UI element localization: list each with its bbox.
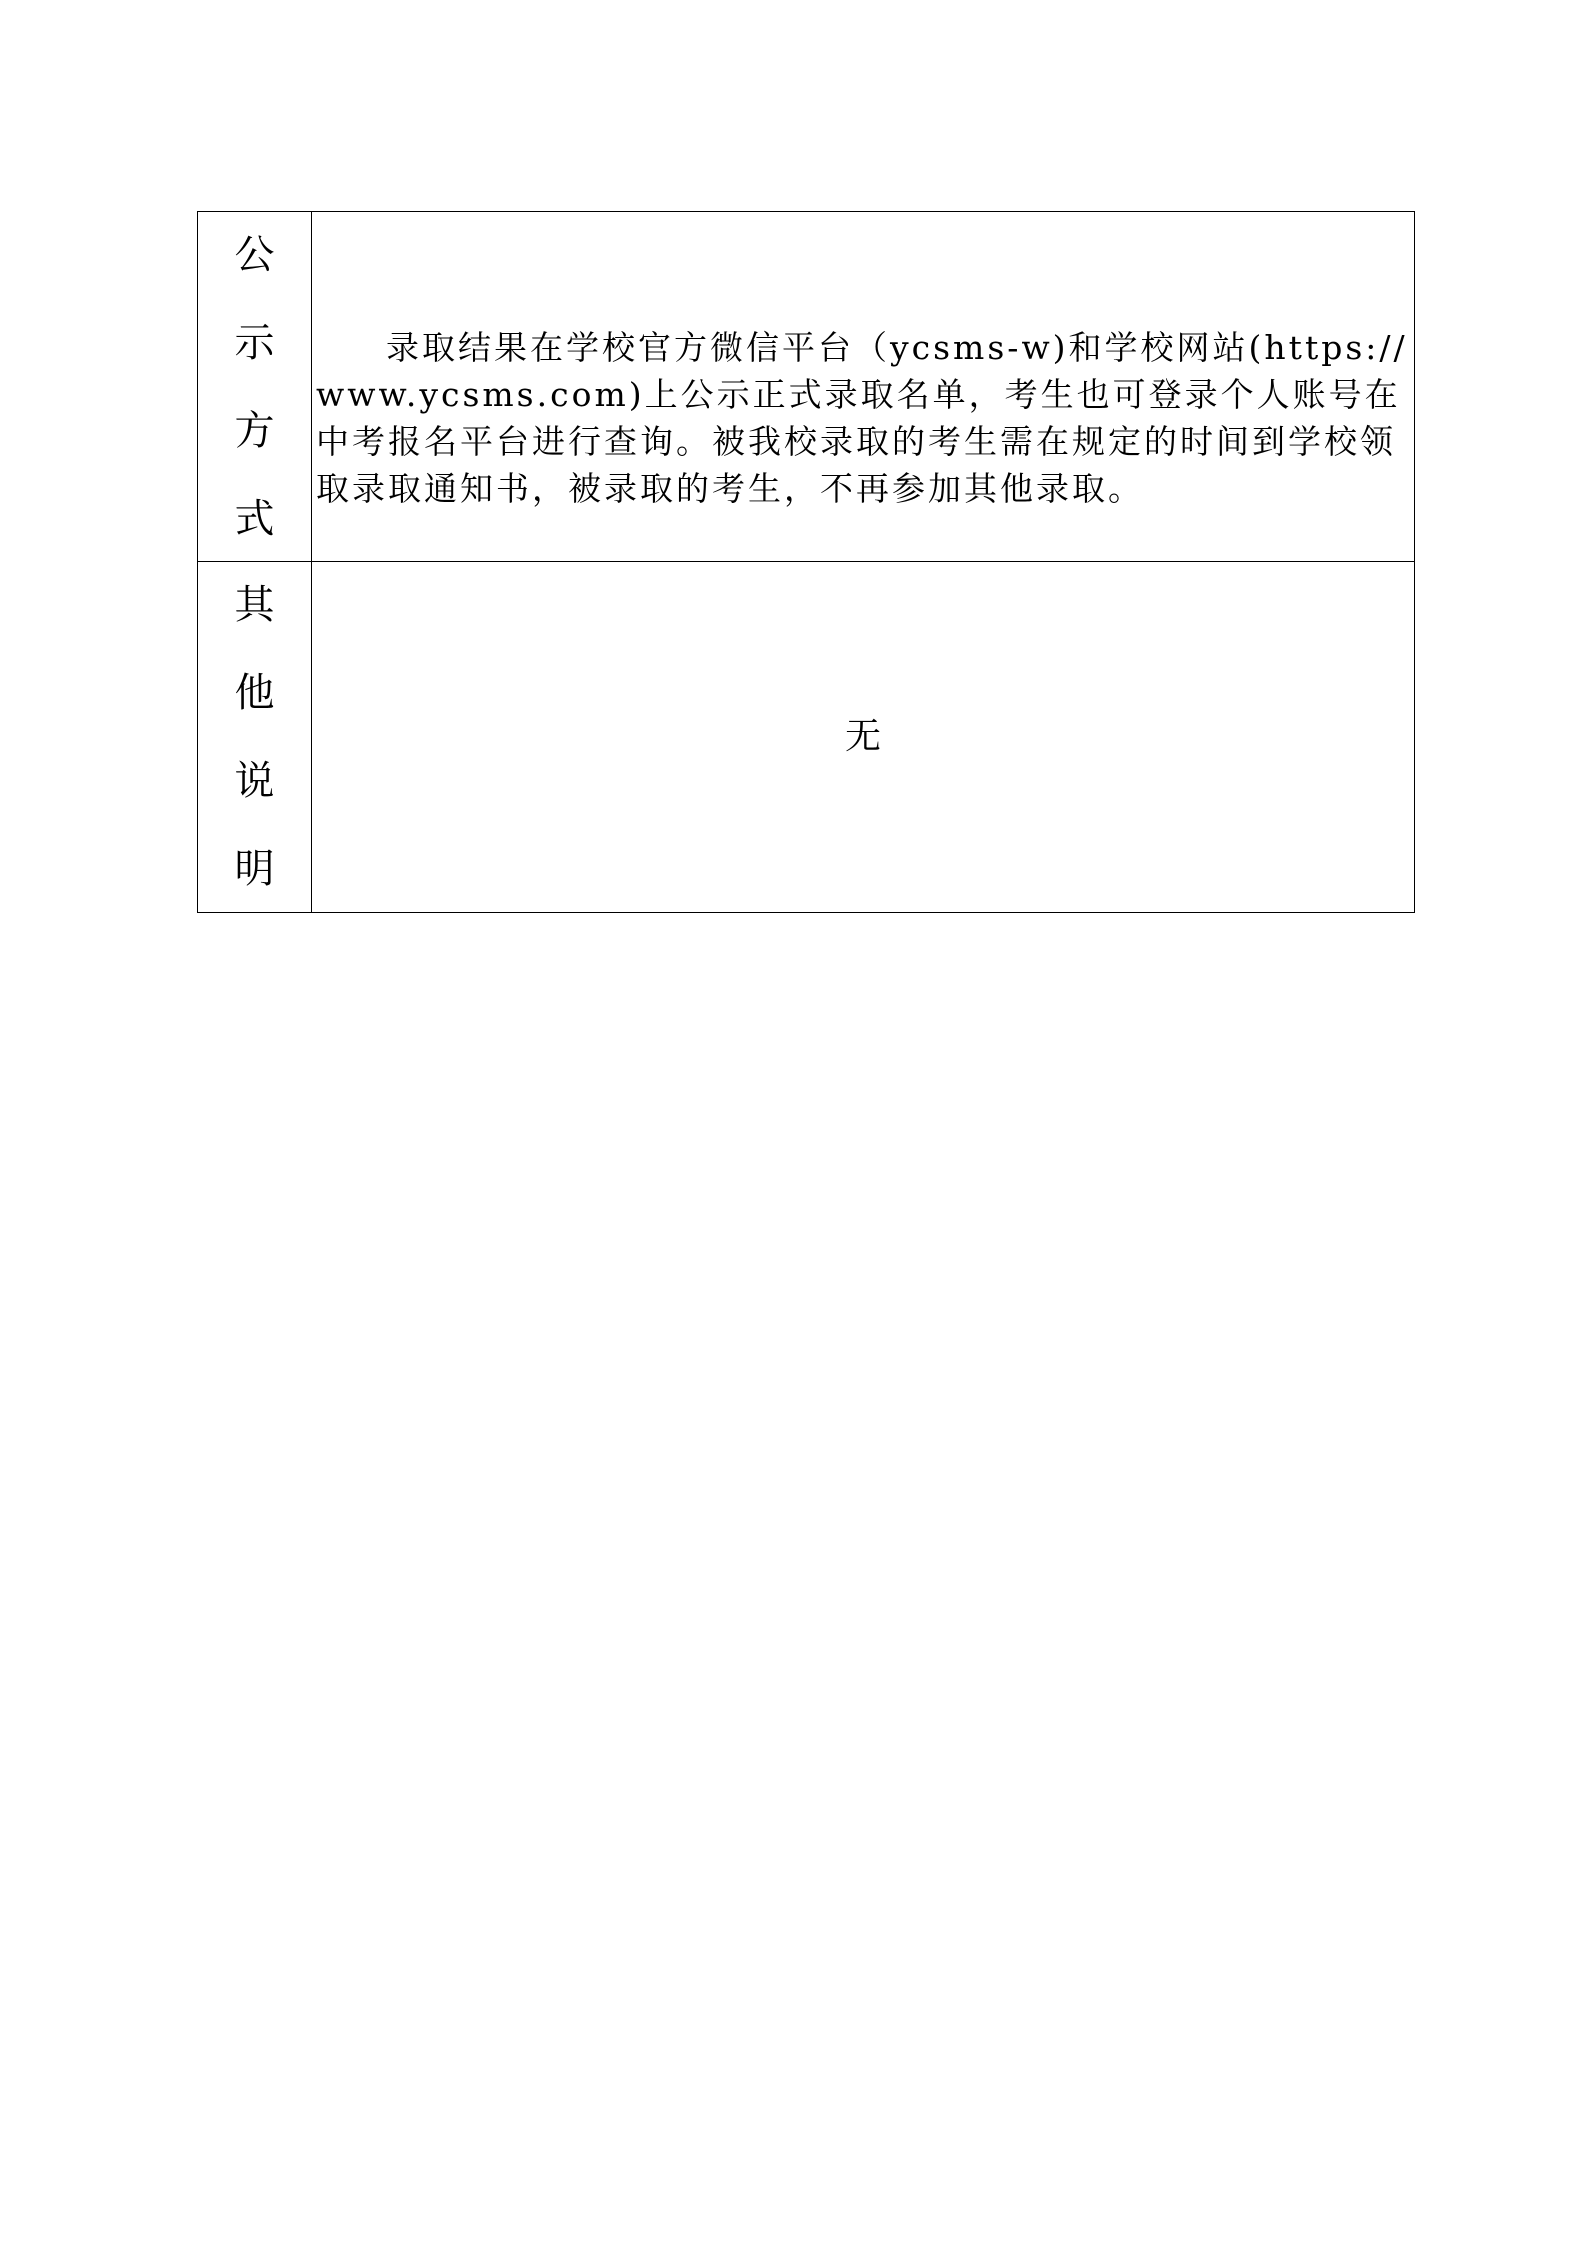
label-char: 他 [234,670,275,716]
label-char: 说 [234,758,275,804]
other-notes-text: 无 [844,716,881,757]
label-cell-other-notes [198,562,312,913]
label-cell-publicity-method [198,212,312,562]
label-char: 明 [234,846,275,892]
publicity-method-text: 录取结果在学校官方微信平台（ycsms-w)和学校网站(https://www.ycsms.com)上公示正式录取名单，考生也可登录个人账号在中考报名平台进行查询。被我校录取的考生需在规定的时间到学校领取录取通知书，被录取的考生，不再参加其他录取。 [316,327,1408,508]
label-other-notes [198,581,311,893]
content-cell-other-notes [312,562,1415,913]
table-row-publicity-method [198,212,1415,562]
info-table [197,211,1415,913]
label-char: 其 [234,582,275,628]
label-char: 示 [234,319,275,366]
table-row-other-notes [198,562,1415,913]
label-char: 式 [234,495,275,542]
label-publicity-method [198,231,311,543]
label-char: 公 [234,231,275,278]
content-cell-publicity-method [312,212,1415,562]
label-char: 方 [234,407,275,454]
